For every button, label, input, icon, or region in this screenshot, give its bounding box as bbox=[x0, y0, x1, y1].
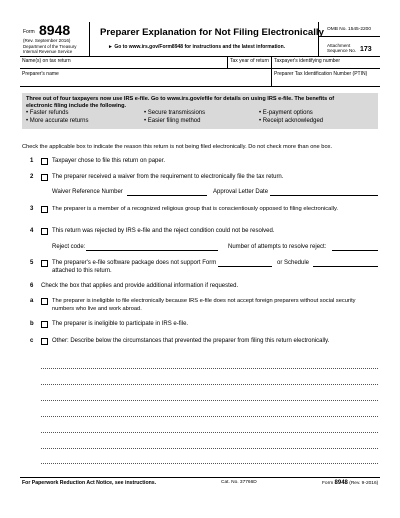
item-5-checkbox[interactable] bbox=[41, 260, 48, 267]
or-schedule-label: or Schedule bbox=[277, 260, 310, 266]
banner-line-2: electronic filing include the following. bbox=[26, 102, 127, 109]
form-number: 8948 bbox=[39, 22, 71, 38]
names-on-return-label: Name(s) on tax return bbox=[22, 58, 71, 64]
approval-letter-date-label: Approval Letter Date bbox=[213, 189, 269, 195]
item-1-checkbox[interactable] bbox=[41, 158, 48, 165]
benefit-epayment-options: • E-payment options bbox=[259, 110, 313, 116]
instruction-line: ► Go to www.irs.gov/Form8948 for instructions and the latest information. bbox=[108, 44, 286, 50]
header-bottom-rule bbox=[20, 56, 380, 57]
item-6a-checkbox[interactable] bbox=[41, 298, 48, 305]
sequence-label: Sequence No. bbox=[327, 48, 357, 53]
attempts-label: Number of attempts to resolve reject: bbox=[228, 244, 327, 250]
footer-form-number: 8948 bbox=[334, 480, 348, 486]
item-6a-text-2: numbers who live and work abroad. bbox=[52, 306, 142, 312]
footer-form-prefix: Form bbox=[322, 481, 334, 486]
agency-line-2: Internal Revenue Service bbox=[23, 49, 73, 54]
explanation-line[interactable] bbox=[41, 463, 378, 464]
explanation-line[interactable] bbox=[41, 416, 378, 417]
preparer-name-field[interactable] bbox=[22, 77, 269, 85]
form-label: Form bbox=[23, 29, 35, 35]
explanation-line[interactable] bbox=[41, 384, 378, 385]
item-1-number: 1 bbox=[30, 158, 34, 164]
item-6c-checkbox[interactable] bbox=[41, 338, 48, 345]
taxpayer-id-label: Taxpayer's identifying number bbox=[274, 58, 340, 64]
reject-code-label: Reject code: bbox=[52, 244, 86, 250]
item-6a-text-1: The preparer is ineligible to file electronically because IRS e-file does not accept foreign preparers without social security bbox=[52, 298, 356, 304]
item-6b-letter: b bbox=[30, 321, 34, 327]
benefit-more-accurate: • More accurate returns bbox=[26, 118, 89, 124]
item-5-text-2: attached to this return. bbox=[52, 268, 112, 274]
footer-rule bbox=[20, 477, 380, 478]
form-title: Preparer Explanation for Not Filing Electronically bbox=[100, 27, 324, 38]
item-2-checkbox[interactable] bbox=[41, 174, 48, 181]
item-2-number: 2 bbox=[30, 174, 34, 180]
waiver-reference-label: Waiver Reference Number bbox=[52, 189, 123, 195]
item-2-text: The preparer received a waiver from the requirement to electronically file the tax return. bbox=[52, 174, 284, 180]
header-divider-left bbox=[89, 22, 90, 56]
ptin-field[interactable] bbox=[273, 77, 378, 85]
footer-form-ref bbox=[322, 480, 378, 487]
catalog-number: Cat. No. 37766D bbox=[221, 480, 257, 485]
item-6b-checkbox[interactable] bbox=[41, 321, 48, 328]
item-6b-text: The preparer is ineligible to participate in IRS e-file. bbox=[52, 321, 189, 327]
omb-rule bbox=[318, 36, 380, 37]
item-6-number: 6 bbox=[30, 283, 34, 289]
explanation-line[interactable] bbox=[41, 448, 378, 449]
item-6c-text: Other: Describe below the circumstances that prevented the preparer from filing this return electronically. bbox=[52, 338, 330, 344]
approval-letter-date-field[interactable] bbox=[270, 195, 378, 196]
benefit-receipt-acknowledged: • Receipt acknowledged bbox=[259, 118, 324, 124]
intro-text: Check the applicable box to indicate the reason this return is not being filed electronically. Do not check more than one box. bbox=[22, 144, 333, 150]
header-divider-right bbox=[318, 22, 319, 56]
item-4-text: This return was rejected by IRS e-file and the reject condition could not be resolved. bbox=[52, 228, 275, 234]
item-5-text: The preparer's e-file software package does not support Form bbox=[52, 260, 217, 266]
schedule-field[interactable] bbox=[313, 266, 378, 267]
efile-banner bbox=[22, 93, 378, 129]
explanation-line[interactable] bbox=[41, 400, 378, 401]
banner-line-1: Three out of four taxpayers now use IRS e-file. Go to www.irs.gov/efile for details on using IRS e-file. The benefits of bbox=[26, 96, 335, 102]
item-5-number: 5 bbox=[30, 260, 34, 266]
waiver-reference-field[interactable] bbox=[127, 195, 207, 196]
ptin-label: Preparer Tax Identification Number (PTIN) bbox=[274, 71, 368, 77]
explanation-line[interactable] bbox=[41, 432, 378, 433]
item-1-text: Taxpayer chose to file this return on paper. bbox=[52, 158, 166, 164]
agency-line-1: Department of the Treasury bbox=[23, 44, 77, 49]
explanation-line[interactable] bbox=[41, 368, 378, 369]
tax-year-label: Tax year of return bbox=[230, 58, 269, 64]
attempts-field[interactable] bbox=[332, 250, 378, 251]
paperwork-notice: For Paperwork Reduction Act Notice, see instructions. bbox=[22, 480, 157, 486]
benefit-faster-refunds: • Faster refunds bbox=[26, 110, 69, 116]
benefit-easier-filing: • Easier filing method bbox=[144, 118, 201, 124]
attachment-label: Attachment bbox=[327, 43, 351, 48]
item-6-text: Check the box that applies and provide additional information if requested. bbox=[41, 283, 239, 289]
footer-form-rev: (Rev. 9-2016) bbox=[349, 481, 379, 486]
form-number-field[interactable] bbox=[218, 266, 272, 267]
item-3-text: The preparer is a member of a recognized religious group that is conscientiously opposed to filing electronically. bbox=[52, 206, 339, 212]
item-3-checkbox[interactable] bbox=[41, 206, 48, 213]
item-4-checkbox[interactable] bbox=[41, 228, 48, 235]
item-6a-letter: a bbox=[30, 298, 34, 304]
item-6c-letter: c bbox=[30, 338, 34, 344]
omb-number: OMB No. 1545-2200 bbox=[327, 27, 371, 32]
item-4-number: 4 bbox=[30, 228, 34, 234]
rev-date: (Rev. September 2016) bbox=[23, 38, 71, 43]
preparer-name-label: Preparer's name bbox=[22, 71, 59, 77]
item-3-number: 3 bbox=[30, 206, 34, 212]
sequence-number: 173 bbox=[360, 46, 372, 53]
reject-code-field[interactable] bbox=[86, 250, 218, 251]
benefit-secure-transmissions: • Secure transmissions bbox=[144, 110, 206, 116]
